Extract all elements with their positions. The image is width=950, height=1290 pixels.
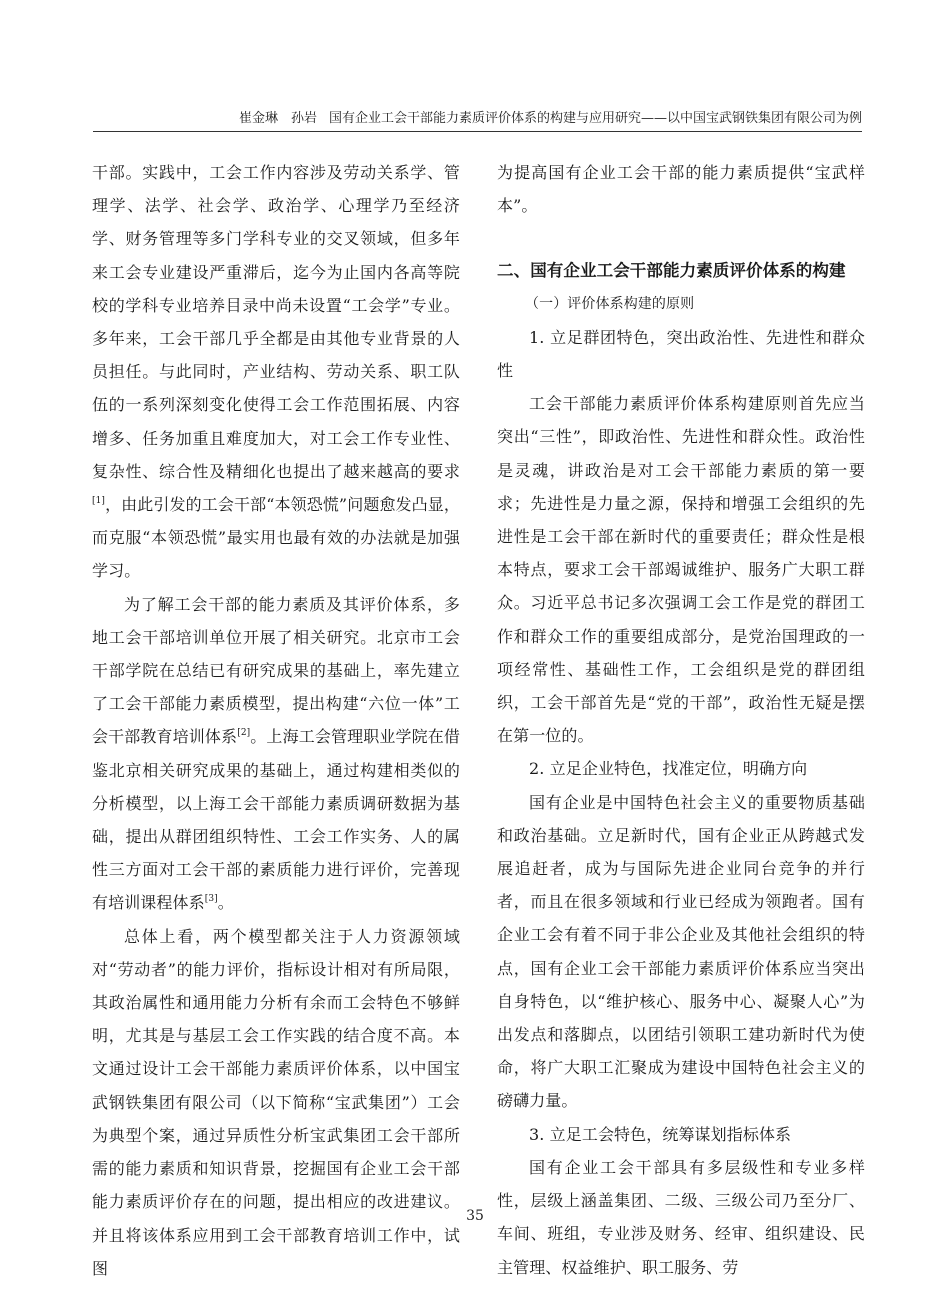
citation-3: [3]	[204, 894, 218, 905]
paragraph: 为了解工会干部的能力素质及其评价体系，多地工会干部培训单位开展了相关研究。北京市工会干部学院在总结已有研究成果的基础上，率先建立了工会干部能力素质模型，提出构建“六位一体”工会干部教育培训体系[2]。上海工会管理职业学院在借鉴北京相关研究成果的基础上，通过构建相类似的分析模型，以上海工会干部能力素质调研数据为基础，提出从群团组织特性、工会工作实务、人的属性三方面对工会干部的素质能力进行评价，完善现有培训课程体系[3]。	[92, 594, 460, 913]
page-number: 35	[466, 1208, 484, 1224]
section-heading: 二、国有企业工会干部能力素质评价体系的构建	[497, 261, 846, 281]
header-rule	[93, 131, 862, 132]
right-column	[497, 156, 865, 1284]
paragraph: 为提高国有企业工会干部的能力素质提供“宝武样本”。	[497, 163, 865, 216]
paragraph: 工会干部能力素质评价体系构建原则首先应当突出“三性”，即政治性、先进性和群众性。政治性是灵魂，讲政治是对工会干部能力素质的第一要求；先进性是力量之源，保持和增强工会组织的先进性是工会干部在新时代的重要责任；群众性是根本特点，要求工会干部竭诚维护、服务广大职工群众。习近平总书记多次强调工会工作是党的群团工作和群众工作的重要组成部分，是党治国理政的一项经常性、基础性工作，工会组织是党的群团组织，工会干部首先是“党的干部”，政治性无疑是摆在第一位的。	[497, 394, 865, 746]
subsection-heading: （一）评价体系构建的原则	[525, 295, 695, 312]
citation-2: [2]	[237, 728, 251, 739]
citation-1: [1]	[92, 496, 106, 507]
paragraph: 国有企业工会干部具有多层级性和专业多样性，层级上涵盖集团、二级、三级公司乃至分厂、车间、班组，专业涉及财务、经审、组织建设、民主管理、权益维护、职工服务、劳	[497, 1157, 865, 1277]
principle-1-title: 1. 立足群团特色，突出政治性、先进性和群众性	[497, 327, 865, 381]
principle-3-title: 3. 立足工会特色，统筹谋划指标体系	[529, 1124, 792, 1144]
paragraph: 国有企业是中国特色社会主义的重要物质基础和政治基础。立足新时代，国有企业正从跨越式发展追赶者，成为与国际先进企业同台竞争的并行者，而且在很多领域和行业已经成为领跑者。国有企业工会有着不同于非公企业及其他社会组织的特点，国有企业工会干部能力素质评价体系应当突出自身特色，以“维护核心、服务中心、凝聚人心”为出发点和落脚点，以团结引领职工建功新时代为使命，将广大职工汇聚成为建设中国特色社会主义的磅礴力量。	[497, 792, 865, 1111]
header-title: 国有企业工会干部能力素质评价体系的构建与应用研究——以中国宝武钢铁集团有限公司为例	[328, 111, 862, 126]
left-column	[92, 156, 460, 1285]
paragraph: 总体上看，两个模型都关注于人力资源领域对“劳动者”的能力评价，指标设计相对有所局限，其政治属性和通用能力分析有余而工会特色不够鲜明，尤其是与基层工会工作实践的结合度不高。本文通过设计工会干部能力素质评价体系，以中国宝武钢铁集团有限公司（以下简称“宝武集团”）工会为典型个案，通过异质性分析宝武集团工会干部所需的能力素质和知识背景，挖掘国有企业工会干部能力素质评价存在的问题，提出相应的改进建议。并且将该体系应用到工会干部教育培训工作中，试图	[92, 926, 460, 1278]
header-authors: 崔金琳 孙岩	[238, 111, 317, 126]
principle-2-title: 2. 立足企业特色，找准定位，明确方向	[529, 759, 808, 779]
paragraph: 干部。实践中，工会工作内容涉及劳动关系学、管理学、法学、社会学、政治学、心理学乃至经济学、财务管理等多门学科专业的交叉领域，但多年来工会专业建设严重滞后，迄今为止国内各高等院校的学科专业培养目录中尚未设置“工会学”专业。多年来，工会干部几乎全都是由其他专业背景的人员担任。与此同时，产业结构、劳动关系、职工队伍的一系列深刻变化使得工会工作范围拓展、内容增多、任务加重且难度加大，对工会工作专业性、复杂性、综合性及精细化也提出了越来越高的要求[1]，由此引发的工会干部“本领恐慌”问题愈发凸显，而克服“本领恐慌”最实用也最有效的办法就是加强学习。	[92, 163, 460, 581]
spacer	[497, 222, 865, 254]
running-header	[93, 107, 862, 126]
